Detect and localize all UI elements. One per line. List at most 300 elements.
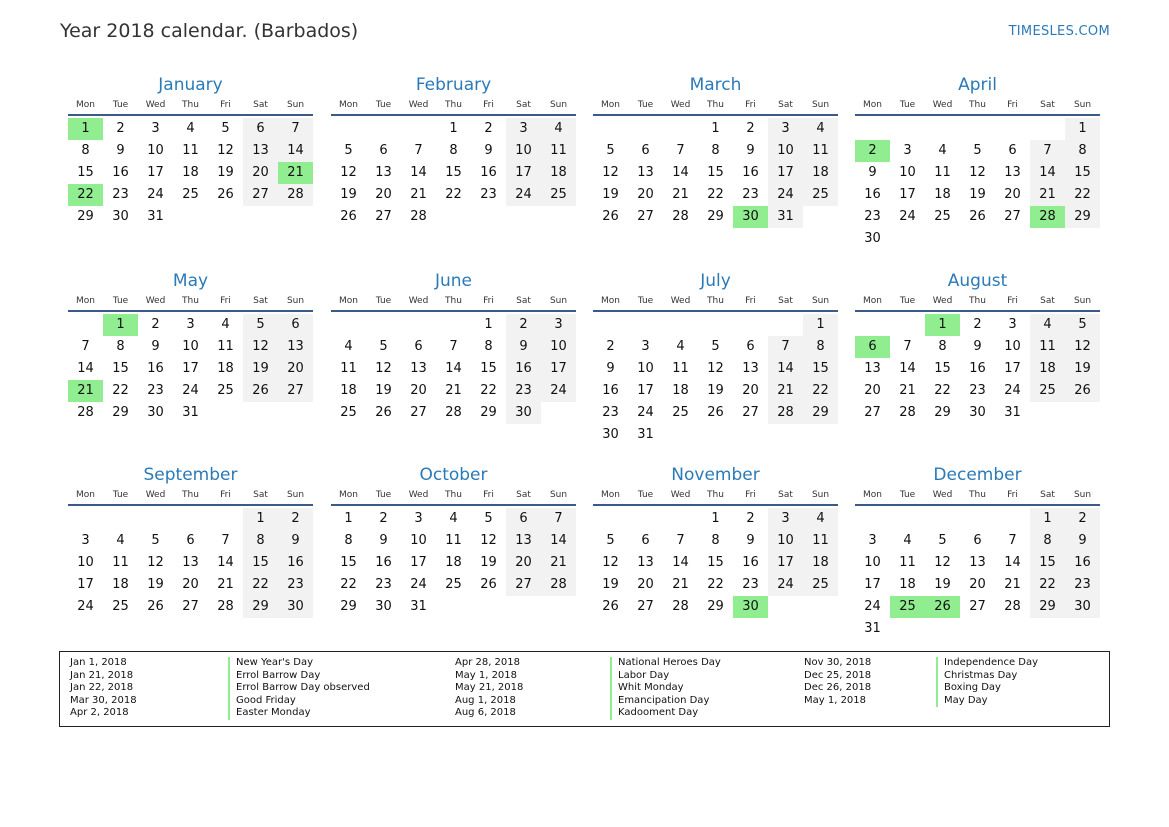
day-cell: 2 [116, 121, 125, 136]
day-cell: 9 [506, 336, 541, 358]
day-cell: 23 [742, 577, 759, 592]
day-cell: 1 [344, 511, 353, 526]
legend-holiday-name: Easter Monday [228, 707, 370, 720]
day-cell: 2 [746, 121, 755, 136]
legend-holiday-name: Independence Day [936, 657, 1038, 670]
day-cell: 9 [1065, 530, 1100, 552]
weekday-header [855, 97, 1100, 116]
empty-cell [995, 508, 1030, 530]
day-cell: 17 [410, 555, 427, 570]
day-cell: 11 [934, 165, 951, 180]
legend-date: May 1, 2018 [455, 669, 518, 681]
day-cell: 28 [1004, 599, 1021, 614]
day-cell: 12 [480, 533, 497, 548]
day-cell: 11 [217, 339, 234, 354]
day-cell: 8 [449, 143, 458, 158]
weekday-label: Mon [601, 296, 620, 306]
day-cell: 8 [1065, 140, 1100, 162]
weekday-header [855, 487, 1100, 506]
day-cell: 5 [606, 533, 615, 548]
day-cell: 13 [410, 361, 427, 376]
month-december [855, 463, 1100, 640]
day-cell: 10 [637, 361, 654, 376]
weekday-label: Sat [253, 296, 268, 306]
day-cell: 30 [602, 427, 619, 442]
day-cell: 23 [1065, 574, 1100, 596]
day-grid [331, 314, 576, 424]
day-cell: 25 [217, 383, 234, 398]
day-cell: 6 [746, 339, 755, 354]
day-cell: 18 [934, 187, 951, 202]
month-october [331, 463, 576, 618]
day-cell: 15 [707, 555, 724, 570]
day-grid [593, 508, 838, 618]
day-cell: 29 [934, 405, 951, 420]
holiday-day-cell: 28 [1030, 206, 1065, 228]
day-cell: 25 [340, 405, 357, 420]
empty-cell [628, 118, 663, 140]
weekday-label: Thu [445, 490, 462, 500]
day-cell: 27 [864, 405, 881, 420]
day-cell: 5 [711, 339, 720, 354]
day-cell: 3 [903, 143, 912, 158]
day-cell: 8 [803, 336, 838, 358]
month-name: September [143, 465, 238, 485]
day-cell: 12 [243, 336, 278, 358]
day-cell: 31 [410, 599, 427, 614]
day-cell: 5 [938, 533, 947, 548]
weekday-label: Fri [745, 490, 756, 500]
day-cell: 24 [637, 405, 654, 420]
weekday-label: Fri [483, 100, 494, 110]
legend-dates-col-1 [70, 657, 137, 720]
day-cell: 26 [217, 187, 234, 202]
day-cell: 21 [217, 577, 234, 592]
day-cell: 27 [278, 380, 313, 402]
day-cell: 7 [1030, 140, 1065, 162]
day-cell: 7 [414, 143, 423, 158]
day-cell: 27 [375, 209, 392, 224]
day-cell: 4 [803, 508, 838, 530]
day-cell: 25 [112, 599, 129, 614]
legend-date: Aug 1, 2018 [455, 694, 516, 706]
empty-cell [331, 118, 366, 140]
day-cell: 12 [602, 555, 619, 570]
legend-date: Dec 26, 2018 [804, 682, 872, 694]
empty-cell [366, 314, 401, 336]
weekday-label: Tue [112, 490, 129, 500]
day-cell: 17 [506, 162, 541, 184]
month-november [593, 463, 838, 618]
day-cell: 31 [637, 427, 654, 442]
empty-cell [593, 508, 628, 530]
weekday-header [593, 487, 838, 506]
legend-date: Jan 21, 2018 [70, 669, 134, 681]
empty-cell [890, 118, 925, 140]
day-cell: 25 [1030, 380, 1065, 402]
day-cell: 22 [445, 187, 462, 202]
weekday-label: Tue [637, 100, 654, 110]
day-cell: 11 [445, 533, 462, 548]
day-cell: 1 [243, 508, 278, 530]
day-cell: 13 [182, 555, 199, 570]
day-cell: 12 [969, 165, 986, 180]
day-cell: 13 [243, 140, 278, 162]
weekday-label: Wed [670, 296, 691, 306]
holiday-day-cell: 25 [890, 596, 925, 618]
day-cell: 29 [77, 209, 94, 224]
day-cell: 28 [217, 599, 234, 614]
day-cell: 16 [1065, 552, 1100, 574]
weekday-label: Wed [408, 490, 429, 500]
day-cell: 22 [1030, 574, 1065, 596]
day-cell: 10 [147, 143, 164, 158]
day-cell: 10 [768, 530, 803, 552]
weekday-label: Tue [112, 100, 129, 110]
day-cell: 14 [672, 555, 689, 570]
day-cell: 7 [278, 118, 313, 140]
day-cell: 11 [672, 361, 689, 376]
day-cell: 15 [445, 165, 462, 180]
weekday-label: Sun [811, 490, 830, 500]
weekday-label: Sun [811, 296, 830, 306]
day-cell: 23 [506, 380, 541, 402]
day-cell: 25 [934, 209, 951, 224]
day-cell: 14 [899, 361, 916, 376]
day-cell: 15 [340, 555, 357, 570]
day-cell: 19 [707, 383, 724, 398]
legend-holiday-name: New Year's Day [228, 657, 370, 670]
day-cell: 16 [375, 555, 392, 570]
weekday-label: Wed [408, 296, 429, 306]
legend-holiday-name: May Day [936, 695, 1038, 708]
day-cell: 21 [541, 552, 576, 574]
day-cell: 5 [221, 121, 230, 136]
legend-holiday-name: Emancipation Day [610, 695, 721, 708]
weekday-label: Sun [1073, 100, 1092, 110]
day-cell: 16 [602, 383, 619, 398]
day-cell: 24 [541, 380, 576, 402]
weekday-label: Thu [969, 100, 986, 110]
weekday-label: Mon [601, 490, 620, 500]
weekday-label: Mon [76, 100, 95, 110]
day-cell: 3 [81, 533, 90, 548]
day-cell: 10 [410, 533, 427, 548]
day-cell: 15 [934, 361, 951, 376]
day-cell: 23 [112, 187, 129, 202]
weekday-label: Tue [637, 296, 654, 306]
month-name: June [434, 271, 473, 291]
legend-holiday-name: Errol Barrow Day observed [228, 682, 370, 695]
day-cell: 14 [1004, 555, 1021, 570]
empty-cell [855, 118, 890, 140]
day-cell: 18 [182, 165, 199, 180]
holiday-day-cell: 21 [278, 162, 313, 184]
empty-cell [593, 118, 628, 140]
weekday-header [593, 293, 838, 312]
weekday-label: Fri [220, 100, 231, 110]
weekday-label: Fri [220, 296, 231, 306]
holiday-day-cell: 30 [733, 596, 768, 618]
day-cell: 15 [1030, 552, 1065, 574]
month-july [593, 269, 838, 446]
day-cell: 18 [803, 162, 838, 184]
day-cell: 27 [243, 184, 278, 206]
day-cell: 20 [1004, 187, 1021, 202]
day-cell: 8 [1030, 530, 1065, 552]
weekday-label: Thu [969, 296, 986, 306]
weekday-label: Fri [220, 490, 231, 500]
day-cell: 2 [746, 511, 755, 526]
legend-names-col-3 [936, 657, 1038, 707]
day-cell: 27 [742, 405, 759, 420]
day-cell: 26 [375, 405, 392, 420]
day-cell: 8 [484, 339, 493, 354]
weekday-label: Thu [445, 296, 462, 306]
day-cell: 4 [541, 118, 576, 140]
day-grid [593, 118, 838, 228]
month-may [68, 269, 313, 424]
empty-cell [995, 118, 1030, 140]
day-cell: 23 [147, 383, 164, 398]
weekday-label: Sun [286, 100, 305, 110]
day-cell: 27 [637, 209, 654, 224]
day-cell: 31 [768, 206, 803, 228]
empty-cell [925, 118, 960, 140]
weekday-label: Tue [112, 296, 129, 306]
day-cell: 13 [375, 165, 392, 180]
day-cell: 10 [864, 555, 881, 570]
day-cell: 11 [803, 140, 838, 162]
day-cell: 6 [973, 533, 982, 548]
day-cell: 20 [969, 577, 986, 592]
weekday-label: Thu [182, 490, 199, 500]
day-cell: 24 [147, 187, 164, 202]
day-cell: 8 [711, 533, 720, 548]
day-cell: 20 [506, 552, 541, 574]
legend-date: Apr 28, 2018 [455, 657, 521, 668]
day-cell: 19 [969, 187, 986, 202]
day-cell: 25 [803, 184, 838, 206]
day-cell: 29 [340, 599, 357, 614]
day-cell: 31 [147, 209, 164, 224]
day-cell: 26 [147, 599, 164, 614]
day-cell: 11 [112, 555, 129, 570]
day-cell: 7 [221, 533, 230, 548]
day-cell: 17 [541, 358, 576, 380]
empty-cell [890, 508, 925, 530]
day-cell: 9 [746, 143, 755, 158]
day-cell: 28 [278, 184, 313, 206]
weekday-label: Thu [707, 100, 724, 110]
weekday-label: Sun [549, 100, 568, 110]
weekday-label: Wed [670, 490, 691, 500]
day-cell: 29 [707, 209, 724, 224]
weekday-label: Tue [637, 490, 654, 500]
day-cell: 5 [606, 143, 615, 158]
month-name: November [671, 465, 760, 485]
weekday-label: Tue [899, 100, 916, 110]
day-cell: 20 [375, 187, 392, 202]
weekday-label: Wed [145, 100, 166, 110]
day-cell: 9 [379, 533, 388, 548]
day-cell: 9 [484, 143, 493, 158]
day-cell: 10 [768, 140, 803, 162]
day-cell: 8 [116, 339, 125, 354]
empty-cell [401, 118, 436, 140]
holiday-day-cell: 2 [855, 140, 890, 162]
empty-cell [628, 314, 663, 336]
day-cell: 10 [541, 336, 576, 358]
day-cell: 6 [186, 533, 195, 548]
weekday-label: Sun [1073, 296, 1092, 306]
weekday-label: Wed [932, 100, 953, 110]
site-link[interactable]: TIMESLES.COM [1008, 24, 1110, 39]
day-cell: 29 [707, 599, 724, 614]
weekday-label: Tue [899, 490, 916, 500]
day-cell: 23 [375, 577, 392, 592]
day-cell: 28 [445, 405, 462, 420]
weekday-label: Mon [339, 100, 358, 110]
weekday-label: Sat [1040, 490, 1055, 500]
day-cell: 9 [606, 361, 615, 376]
day-cell: 20 [182, 577, 199, 592]
day-cell: 26 [602, 599, 619, 614]
month-name: May [172, 271, 209, 291]
day-cell: 31 [1004, 405, 1021, 420]
weekday-label: Sat [1040, 296, 1055, 306]
day-cell: 20 [637, 577, 654, 592]
weekday-header [68, 487, 313, 506]
month-name: March [689, 75, 742, 95]
day-cell: 19 [375, 383, 392, 398]
weekday-label: Fri [483, 296, 494, 306]
day-cell: 3 [541, 314, 576, 336]
day-grid [855, 508, 1100, 640]
empty-cell [436, 314, 471, 336]
day-cell: 12 [602, 165, 619, 180]
day-cell: 27 [506, 574, 541, 596]
day-cell: 20 [637, 187, 654, 202]
day-cell: 17 [182, 361, 199, 376]
day-cell: 15 [243, 552, 278, 574]
legend-date: Nov 30, 2018 [804, 657, 872, 668]
weekday-label: Wed [145, 490, 166, 500]
day-cell: 17 [77, 577, 94, 592]
day-cell: 22 [243, 574, 278, 596]
weekday-header [68, 293, 313, 312]
day-cell: 12 [934, 555, 951, 570]
day-cell: 26 [340, 209, 357, 224]
month-june [331, 269, 576, 424]
weekday-header [331, 293, 576, 312]
day-cell: 20 [864, 383, 881, 398]
day-cell: 6 [641, 143, 650, 158]
day-cell: 19 [147, 577, 164, 592]
weekday-label: Sun [1073, 490, 1092, 500]
weekday-label: Sun [549, 490, 568, 500]
month-name: August [947, 271, 1008, 291]
month-name: December [933, 465, 1022, 485]
day-cell: 21 [672, 577, 689, 592]
day-cell: 1 [711, 121, 720, 136]
weekday-label: Thu [182, 100, 199, 110]
day-cell: 29 [480, 405, 497, 420]
day-cell: 27 [637, 599, 654, 614]
weekday-label: Sat [516, 490, 531, 500]
page-title: Year 2018 calendar. (Barbados) [60, 20, 359, 42]
day-cell: 26 [602, 209, 619, 224]
day-cell: 3 [768, 508, 803, 530]
day-cell: 5 [484, 511, 493, 526]
day-cell: 6 [1008, 143, 1017, 158]
day-cell: 7 [768, 336, 803, 358]
weekday-label: Fri [1007, 490, 1018, 500]
day-cell: 14 [77, 361, 94, 376]
day-cell: 18 [672, 383, 689, 398]
legend-holiday-name: Christmas Day [936, 670, 1038, 683]
day-cell: 28 [672, 599, 689, 614]
empty-cell [366, 118, 401, 140]
day-cell: 21 [445, 383, 462, 398]
day-cell: 8 [243, 530, 278, 552]
month-february [331, 73, 576, 228]
day-cell: 15 [803, 358, 838, 380]
day-cell: 23 [742, 187, 759, 202]
day-cell: 10 [77, 555, 94, 570]
legend-date: May 21, 2018 [455, 682, 524, 694]
day-cell: 8 [81, 143, 90, 158]
day-cell: 17 [1004, 361, 1021, 376]
empty-cell [68, 508, 103, 530]
day-cell: 9 [868, 165, 877, 180]
legend-holiday-name: Whit Monday [610, 682, 721, 695]
day-cell: 17 [864, 577, 881, 592]
day-cell: 2 [1065, 508, 1100, 530]
day-cell: 18 [803, 552, 838, 574]
weekday-label: Mon [76, 490, 95, 500]
weekday-header [855, 293, 1100, 312]
day-cell: 23 [278, 574, 313, 596]
day-cell: 19 [243, 358, 278, 380]
day-cell: 11 [182, 143, 199, 158]
weekday-label: Sun [811, 100, 830, 110]
day-cell: 18 [1030, 358, 1065, 380]
month-name: January [158, 75, 223, 95]
day-cell: 28 [899, 405, 916, 420]
day-cell: 9 [116, 143, 125, 158]
day-cell: 5 [151, 533, 160, 548]
day-cell: 12 [707, 361, 724, 376]
day-cell: 30 [1065, 596, 1100, 618]
weekday-label: Fri [745, 296, 756, 306]
day-cell: 29 [1065, 206, 1100, 228]
day-cell: 14 [541, 530, 576, 552]
day-cell: 3 [1008, 317, 1017, 332]
day-cell: 26 [707, 405, 724, 420]
day-cell: 19 [340, 187, 357, 202]
day-cell: 7 [676, 533, 685, 548]
empty-cell [768, 314, 803, 336]
day-cell: 23 [602, 405, 619, 420]
day-cell: 29 [243, 596, 278, 618]
day-cell: 15 [707, 165, 724, 180]
day-cell: 26 [243, 380, 278, 402]
legend-names-col-2 [610, 657, 721, 720]
weekday-label: Sun [286, 296, 305, 306]
day-cell: 9 [278, 530, 313, 552]
weekday-label: Sun [286, 490, 305, 500]
